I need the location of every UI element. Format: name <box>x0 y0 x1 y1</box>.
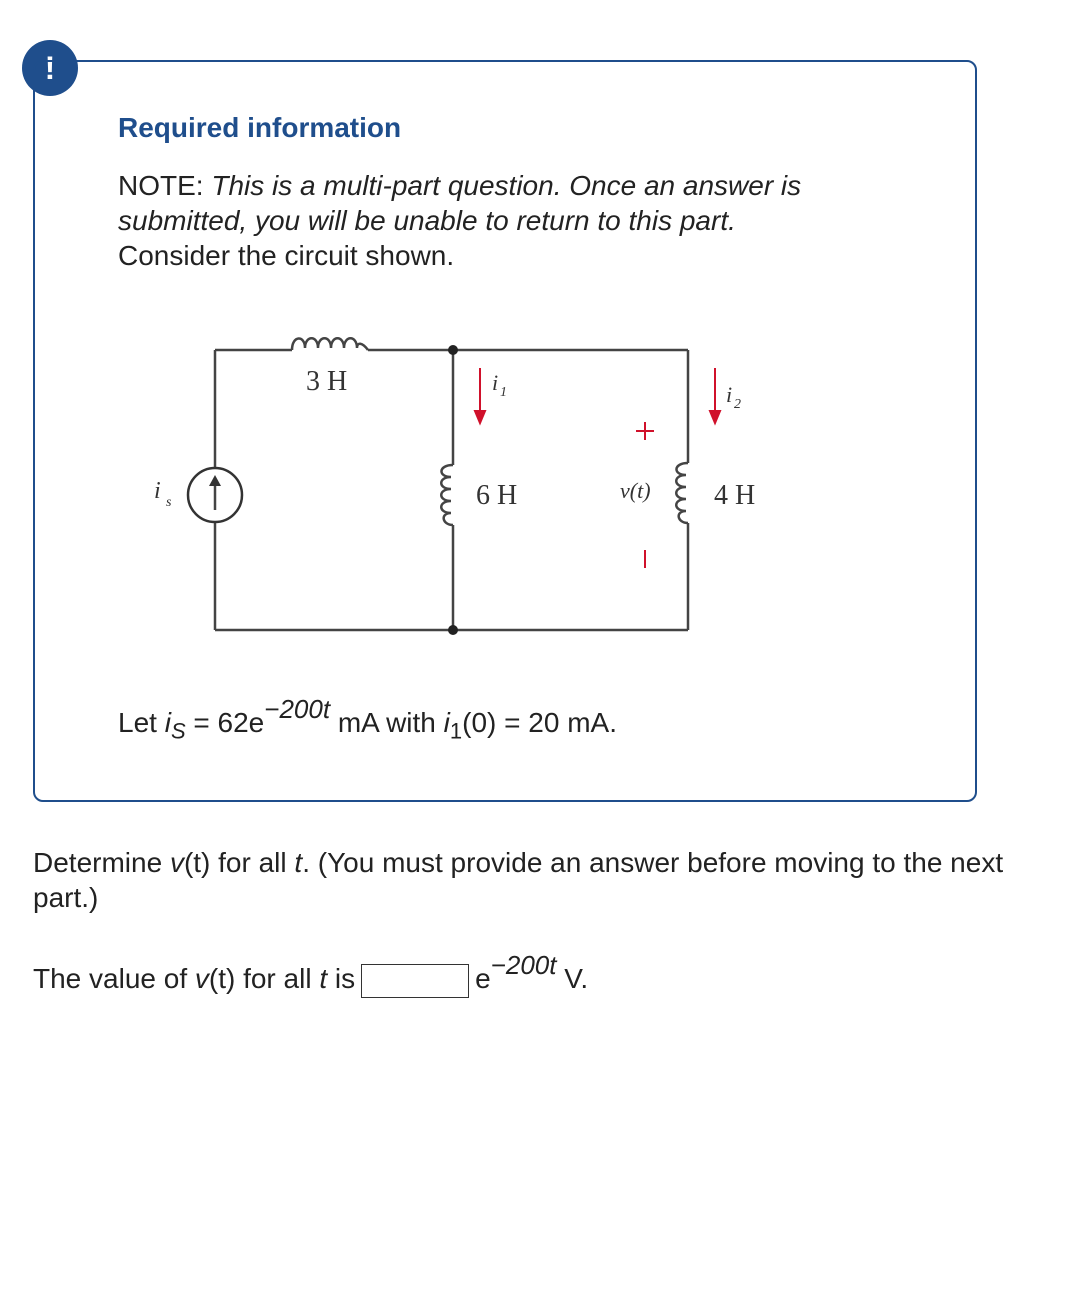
text-fragment: V. <box>556 963 589 994</box>
text-fragment: S <box>170 718 186 744</box>
circuit-diagram <box>140 330 780 650</box>
note-italic: This is a multi-part question. Once an answer is submitted, you will be unable to return to this part. <box>118 170 802 236</box>
label-i1: i <box>492 370 499 395</box>
text-fragment: (t) for all <box>183 847 295 878</box>
text-fragment: −200t <box>264 694 331 724</box>
text-fragment: v <box>169 847 184 878</box>
text-fragment: i <box>164 707 171 738</box>
given-statement <box>118 694 617 745</box>
label-i2: i <box>726 382 733 407</box>
text-fragment: v <box>194 963 209 994</box>
inductor-3h-coil <box>292 338 368 350</box>
required-info-heading: Required information <box>118 112 402 143</box>
text-fragment: i <box>443 707 450 738</box>
text-fragment: (0) = 20 mA. <box>462 707 617 738</box>
text-fragment: mA with <box>330 707 444 738</box>
text-fragment: (t) for all <box>208 963 320 994</box>
text-fragment: is <box>327 963 356 994</box>
note-text <box>118 168 918 273</box>
answer-row <box>33 950 588 998</box>
note-prefix: NOTE: <box>118 170 212 201</box>
text-fragment: t <box>319 963 328 994</box>
label-i2-sub: 2 <box>734 397 741 412</box>
label-is: i <box>154 478 161 504</box>
label-3h: 3 H <box>306 366 348 397</box>
text-fragment: e <box>475 963 491 994</box>
text-fragment: . (You must provide an answer before moving to the next part.) <box>33 847 1004 913</box>
alert-icon: ! <box>22 40 78 96</box>
label-vt: v(t) <box>620 478 651 503</box>
label-4h: 4 H <box>714 480 756 511</box>
text-fragment: Determine <box>33 847 170 878</box>
text-fragment: = 62e <box>185 707 265 738</box>
text-fragment: Let <box>118 707 165 738</box>
node-bottom <box>448 625 458 635</box>
text-fragment: The value of <box>33 963 195 994</box>
answer-input[interactable] <box>361 964 469 998</box>
inductor-4h-coil <box>676 463 688 523</box>
text-fragment: −200t <box>490 950 557 980</box>
question-text <box>33 845 1023 915</box>
label-is-sub: s <box>166 495 172 510</box>
inductor-6h-coil <box>441 465 453 525</box>
text-fragment: t <box>294 847 303 878</box>
note-consider: Consider the circuit shown. <box>118 240 455 271</box>
label-6h: 6 H <box>476 480 518 511</box>
text-fragment: 1 <box>449 718 463 744</box>
node-top <box>448 345 458 355</box>
label-i1-sub: 1 <box>500 385 507 400</box>
